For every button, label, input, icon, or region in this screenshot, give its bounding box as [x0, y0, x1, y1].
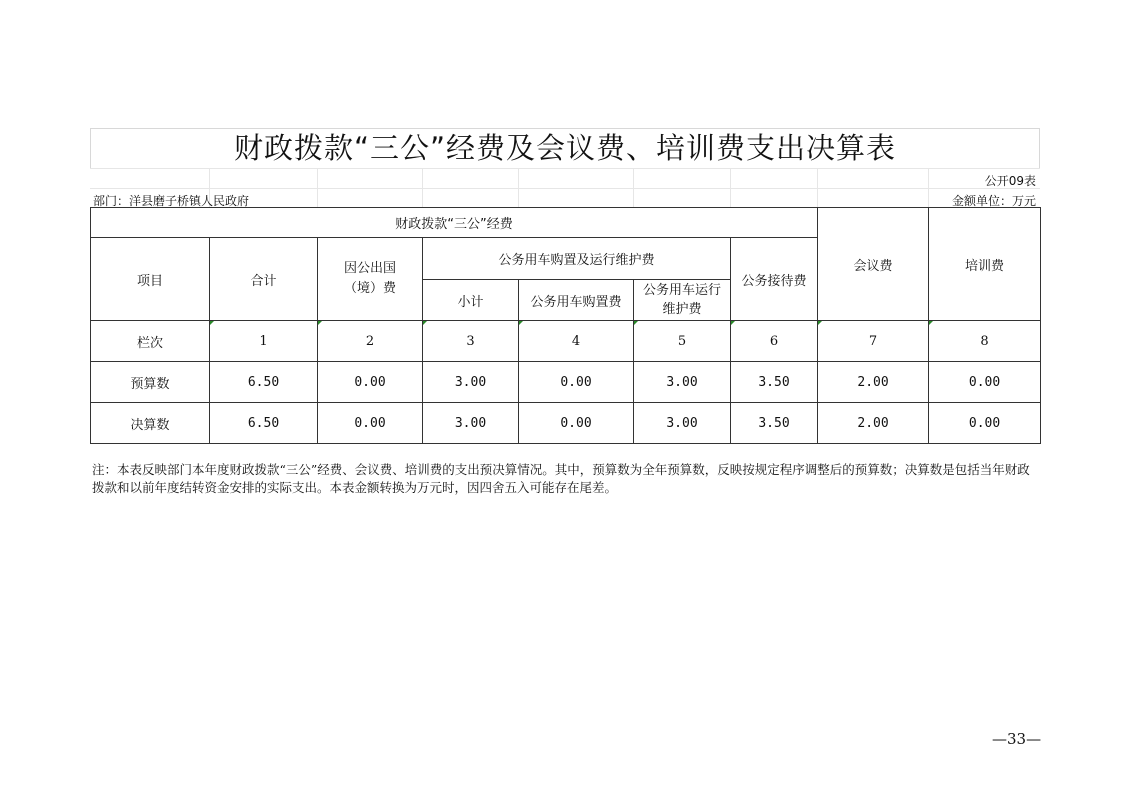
header-vehicle-purchase: 公务用车购置费	[519, 280, 634, 321]
table-cell: 3.50	[731, 362, 818, 403]
table-cell: 0.00	[929, 362, 1041, 403]
row-label-actual: 决算数	[91, 403, 210, 444]
table-note: 注：本表反映部门本年度财政拨款“三公”经费、会议费、培训费的支出预决算情况。其中，预算数为全年预算数，反映按规定程序调整后的预算数；决算数是包括当年财政拨款和以前年度结转资金安排的实际支出。本表金额转换为万元时，因四舍五入可能存在尾差。	[92, 462, 1030, 495]
header-vehicle-operation: 公务用车运行维护费	[634, 280, 731, 321]
header-reception: 公务接待费	[731, 238, 818, 321]
column-index: 4	[519, 321, 634, 362]
table-title: 财政拨款“三公”经费及会议费、培训费支出决算表	[233, 131, 897, 165]
table-cell: 6.50	[210, 362, 318, 403]
table-cell: 2.00	[818, 362, 929, 403]
table-cell: 0.00	[519, 403, 634, 444]
expenditure-table	[90, 207, 1041, 444]
header-subtotal: 小计	[423, 280, 519, 321]
table-cell: 3.00	[423, 403, 519, 444]
row-label-budget: 预算数	[91, 362, 210, 403]
table-cell: 3.00	[423, 362, 519, 403]
header-abroad: 因公出国（境）费	[318, 238, 423, 321]
table-cell: 3.00	[634, 403, 731, 444]
header-meeting: 会议费	[818, 208, 929, 321]
table-cell: 0.00	[519, 362, 634, 403]
header-item: 项目	[91, 238, 210, 321]
column-index: 8	[929, 321, 1041, 362]
table-cell: 0.00	[318, 403, 423, 444]
column-index: 5	[634, 321, 731, 362]
table-row	[91, 362, 1041, 403]
column-index: 7	[818, 321, 929, 362]
column-index: 2	[318, 321, 423, 362]
table-cell: 0.00	[929, 403, 1041, 444]
header-sangong-group: 财政拨款“三公”经费	[91, 208, 818, 238]
column-index: 3	[423, 321, 519, 362]
table-cell: 0.00	[318, 362, 423, 403]
department-label: 部门：洋县磨子桥镇人民政府	[93, 194, 250, 208]
table-row	[91, 403, 1041, 444]
table-cell: 3.00	[634, 362, 731, 403]
amount-unit: 金额单位：万元	[951, 194, 1036, 208]
header-vehicle-group: 公务用车购置及运行维护费	[423, 238, 731, 280]
index-row-label: 栏次	[91, 321, 210, 362]
table-cell: 6.50	[210, 403, 318, 444]
page-number: —33—	[992, 730, 1042, 748]
header-training: 培训费	[929, 208, 1041, 321]
column-index: 1	[210, 321, 318, 362]
table-code: 公开09表	[984, 174, 1036, 188]
table-cell: 2.00	[818, 403, 929, 444]
header-total: 合计	[210, 238, 318, 321]
column-index: 6	[731, 321, 818, 362]
index-row	[91, 321, 1041, 362]
table-cell: 3.50	[731, 403, 818, 444]
